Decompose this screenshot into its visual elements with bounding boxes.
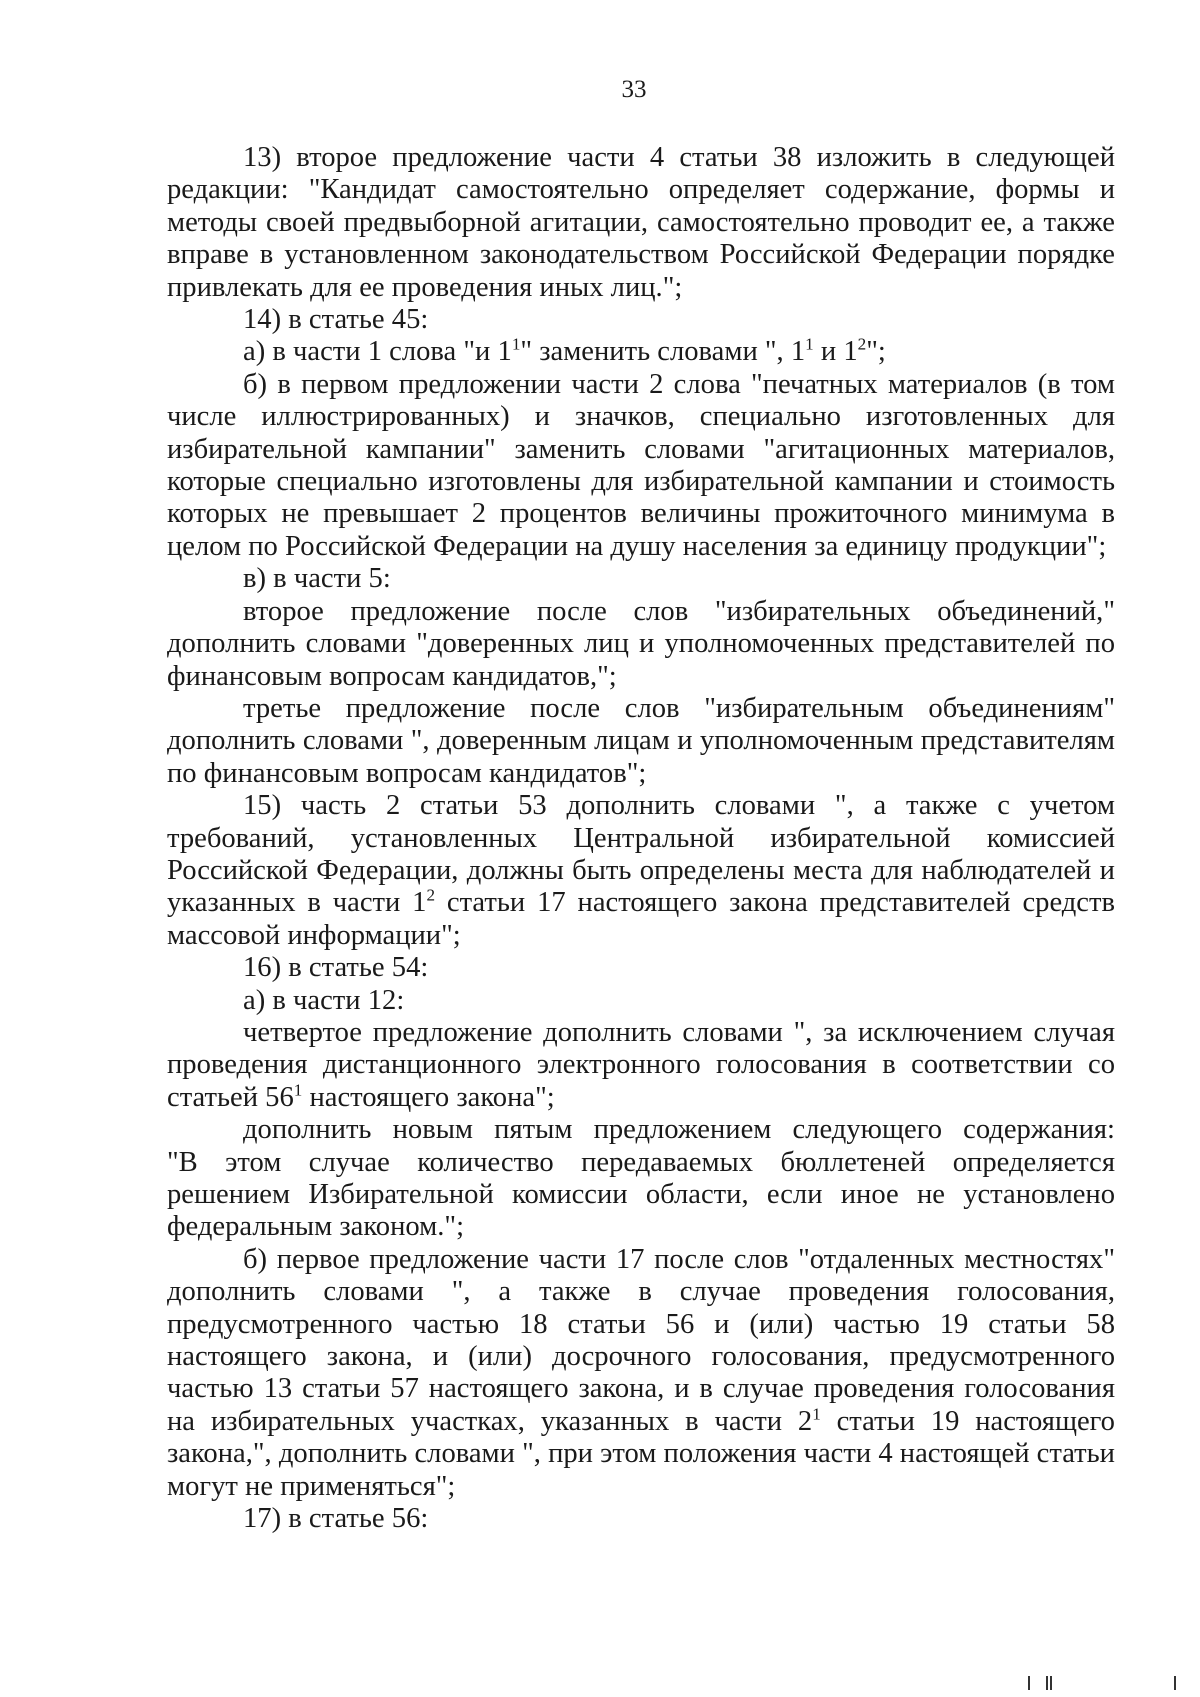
paragraph-14b-line: которые специально изготовлены для избирательной кампании и стоимость (167, 466, 1115, 498)
text-fragment: "; (866, 336, 886, 368)
paragraph-15-line (167, 887, 1115, 919)
paragraph-16b-line (167, 1406, 1115, 1438)
text-fragment: статьей 56 (167, 1081, 294, 1113)
paragraph-16a1-line: четвертое предложение дополнить словами ", за исключением случая (243, 1016, 1115, 1048)
page-number: 33 (621, 76, 647, 103)
superscript: 1 (511, 334, 521, 354)
superscript: 1 (805, 334, 814, 354)
paragraph-14b-line: избирательной кампании" заменить словами "агитационных материалов, (167, 433, 1115, 465)
text-fragment: а) в части 1 слова "и 1 (243, 336, 512, 368)
paragraph-15-line: Российской Федерации, должны быть определены места для наблюдателей и (167, 854, 1115, 886)
superscript: 2 (426, 885, 436, 905)
paragraph-14v1-line: дополнить словами "доверенных лиц и уполномоченных представителей по (167, 628, 1115, 660)
paragraph-16a2-line: дополнить новым пятым предложением следующего содержания: (243, 1114, 1115, 1146)
paragraph-15-line: требований, установленных Центральной избирательной комиссией (167, 822, 1115, 854)
text-fragment: " заменить словами ", 1 (520, 336, 806, 368)
paragraph-14-heading: 14) в статье 45: (243, 304, 429, 336)
paragraph-13-line: привлекать для ее проведения иных лиц."; (167, 271, 683, 303)
text-fragment: настоящего закона"; (302, 1081, 555, 1113)
paragraph-17-heading: 17) в статье 56: (243, 1503, 429, 1535)
scan-artifact-marks (1028, 1676, 1178, 1690)
paragraph-13-line: методы своей предвыборной агитации, самостоятельно проводит ее, а также (167, 206, 1115, 238)
paragraph-14b-line: целом по Российской Федерации на душу населения за единицу продукции"; (167, 530, 1107, 562)
paragraph-13-line: 13) второе предложение части 4 статьи 38 изложить в следующей (243, 142, 1115, 173)
paragraph-16a1-line: проведения дистанционного электронного голосования в соответствии со (167, 1049, 1115, 1081)
paragraph-16b-line: дополнить словами ", а также в случае проведения голосования, (167, 1276, 1115, 1308)
paragraph-16b-line: настоящего закона, и (или) досрочного голосования, предусмотренного (167, 1341, 1115, 1373)
paragraph-14a (167, 336, 1115, 368)
paragraph-14v1-line: второе предложение после слов "избирательных объединений," (243, 595, 1115, 627)
paragraph-16b-line: могут не применяться"; (167, 1470, 456, 1502)
paragraph-14v-heading: в) в части 5: (243, 563, 391, 595)
superscript: 1 (293, 1080, 303, 1100)
paragraph-16b-line: б) первое предложение части 17 после слов "отдаленных местностях" (243, 1243, 1115, 1275)
paragraph-14b-line: числе иллюстрированных) и значков, специально изготовленных для (167, 401, 1115, 433)
text-fragment: и 1 (813, 336, 858, 368)
paragraph-16a2-line: федеральным законом."; (167, 1211, 465, 1243)
paragraph-16a2-line: "В этом случае количество передаваемых бюллетеней определяется (167, 1146, 1115, 1178)
superscript: 1 (812, 1404, 821, 1424)
paragraph-14v1-line: финансовым вопросам кандидатов,"; (167, 660, 617, 692)
paragraph-15-line: 15) часть 2 статьи 53 дополнить словами ", а также с учетом (243, 790, 1115, 822)
paragraph-16-heading: 16) в статье 54: (243, 952, 429, 984)
paragraph-14b-line: которых не превышает 2 процентов величины прожиточного минимума в (167, 498, 1115, 530)
paragraph-16a2-line: решением Избирательной комиссии области, если иное не установлено (167, 1179, 1115, 1210)
paragraph-15-line: массовой информации"; (167, 919, 461, 951)
paragraph-16b-line: частью 13 статьи 57 настоящего закона, и в случае проведения голосования (167, 1373, 1115, 1405)
document-body (167, 142, 1115, 1535)
paragraph-16a1-line (167, 1082, 1115, 1114)
text-fragment: статьи 17 настоящего закона представителей средств (435, 887, 1115, 919)
paragraph-16a-heading: а) в части 12: (243, 984, 405, 1016)
text-fragment: указанных в части 1 (167, 887, 427, 919)
paragraph-14v2-line: по финансовым вопросам кандидатов"; (167, 757, 647, 789)
paragraph-13-line: вправе в установленном законодательством Российской Федерации порядке (167, 239, 1115, 271)
paragraph-16b-line: закона,", дополнить словами ", при этом положения части 4 настоящей статьи (167, 1438, 1115, 1470)
paragraph-14b-line: б) в первом предложении части 2 слова "печатных материалов (в том (243, 368, 1115, 400)
superscript: 2 (857, 334, 867, 354)
text-fragment: на избирательных участках, указанных в части 2 (167, 1405, 813, 1437)
paragraph-16b-line: предусмотренного частью 18 статьи 56 и (или) частью 19 статьи 58 (167, 1308, 1115, 1340)
paragraph-13-line: редакции: "Кандидат самостоятельно определяет содержание, формы и (167, 174, 1115, 206)
paragraph-14v2-line: дополнить словами ", доверенным лицам и уполномоченным представителям (167, 725, 1115, 757)
text-fragment: статьи 19 настоящего (820, 1405, 1115, 1437)
paragraph-14v2-line: третье предложение после слов "избирательным объединениям" (243, 692, 1115, 724)
